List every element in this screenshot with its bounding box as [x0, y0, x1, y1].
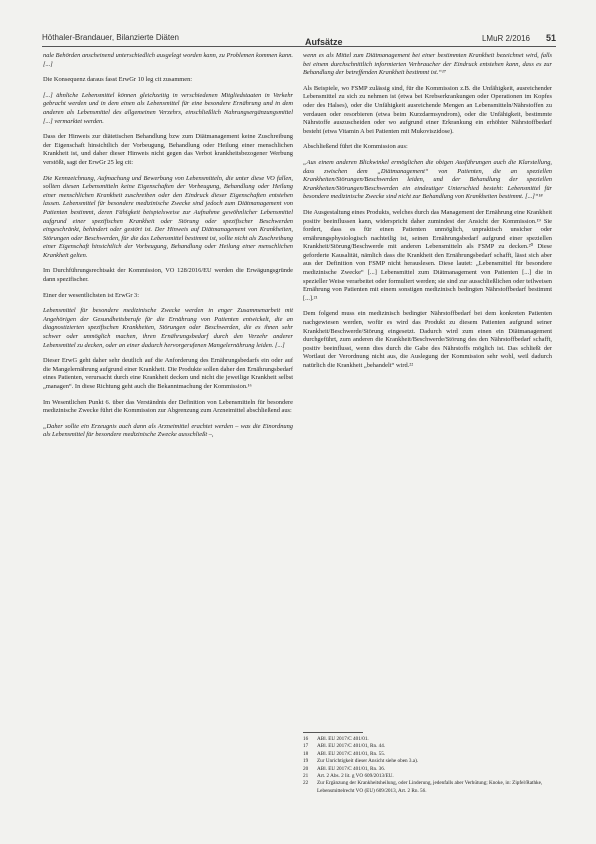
paragraph: Im Wesentlichen Punkt 6. über das Verständnis der Definition von Lebensmitteln für besondere medizinische Zwecke führt die Kommission zur Abgrenzung zum Arzneimittel abschließend aus: — [43, 398, 293, 415]
block-quote: nale Behörden anscheinend unterschiedlich ausgelegt worden kann, zu Problemen kommen kann. [...] — [43, 52, 293, 68]
header-rule — [42, 46, 556, 47]
paragraph: Abschließend führt die Kommission aus: — [303, 143, 408, 151]
right-column — [303, 52, 552, 378]
left-column — [43, 52, 293, 447]
footnote — [303, 766, 552, 773]
footnote-text: ABl. EU 2017/C 401/01, Rn. 44. — [317, 743, 386, 750]
header-journal-name: LMuR 2/2016 — [481, 34, 530, 43]
block-quote: „Daher sollte ein Erzeugnis auch dann als Arzneimittel erachtet werden – was die Einordnung als Lebensmittel für besondere medizinische Zwecke ausschließt –, — [43, 422, 293, 439]
block-quote: Die Kennzeichnung, Aufmachung und Bewerbung von Lebensmitteln, die unter diese VO fallen, sollten diesen Lebensmitteln keine Eigenschaften der Vorbeugung, Behandlung oder Heilung einer menschlichen Krankheit zuschreiben oder den Eindruck dieser Eigenschaften entstehen lassen. Lebensmittel für besondere medizinische Zwecke sind jedoch zum Diätmanagement von Patienten bestimmt, deren Fähigkeit beispielsweise zur Aufnahme gewöhnlicher Lebensmittel aufgrund einer spezifischen Krankheit oder Störung oder spezifischer Beschwerden eingeschränkt, behindert oder gestört ist. Der Hinweis auf Diätmanagement von Krankheiten, Störungen oder Beschwerden, für die das Lebensmittel bestimmt ist, sollte nicht als Zuschreibung einer Eigenschaft hinsichtlich der Vorbeugung, Behandlung oder Heilung einer menschlichen Krankheit gelten. — [43, 174, 293, 259]
footnote-text: ABl. EU 2017/C 401/01. — [317, 736, 369, 742]
footnote — [303, 743, 552, 750]
footnote-number: 18 — [303, 750, 309, 757]
footnote-number: 21 — [303, 773, 309, 780]
paragraph: Als Beispiele, wo FSMP zulässig sind, für die Kommission z.B. die Unfähigkeit, ausreichender Lebensmittel zu sich zu nehmen ist (etwa bei Krebserkrankungen oder Operationen im Kopfes oder des Halses), oder die Unfähigkeit ausreichende Mengen an Lebensmitteln/Nährstoffen zu verdauen oder resorbieren (etwa beim Kurzdarmsyndrom), oder die Unfähigkeit, bestimmte Nährstoffe auszuscheiden oder wo aufgrund einer Erkrankung ein erhöhter Nährstoffbedarf besteht (etwa Vitamin A bei Patienten mit Mukoviszidose). — [303, 84, 552, 135]
footnote-text: Art. 2 Abs. 2 lit. g VO 609/2013/EU. — [317, 773, 394, 780]
paragraph: Dieser ErwG geht daher sehr deutlich auf die Anforderung des Ernährungsbedarfs ein oder auf die Mangelernährung aufgrund einer Krankheit. Die Produkte sollen daher den Ernährungsbedarf eines Patienten, verursacht durch eine Krankheit decken und nicht die jeweilige Krankheit selbst „managen“. In diese Richtung geht auch die Bekanntmachung der Kommission.¹⁶ — [43, 357, 293, 390]
footnote — [303, 780, 552, 795]
footnote-text: Zur Ergänzung der Krankheitsheilung, oder Linderung, jedenfalls aber Verhütung; Knoke, in: Zipfel/Rathke, Lebensmittelrecht VO (EU) 609/2013, Art. 2 Rn. 56. — [317, 780, 543, 794]
paragraph: Die Konsequenz daraus fasst ErwGr 10 leg cit zusammen: — [43, 76, 193, 84]
block-quote: [...] ähnliche Lebensmittel können gleichzeitig in verschiedenen Mitgliedstaaten in Verkehr gebracht werden und in dem einen als Lebensmittel für eine besondere Ernährung und in dem anderen als Lebensmittel des allgemeinen Verzehrs, einschließlich Nahrungsergänzungsmittel [...] vermarktet werden. — [43, 91, 293, 125]
page-number: 51 — [545, 33, 556, 43]
paragraph: Dass der Hinweis zur diätetischen Behandlung bzw zum Diätmanagement keine Zuschreibung der Eigenschaft hinsichtlich der Vorbeugung, Behandlung oder Heilung einer menschlichen Krankheit ist, und daher dieser Hinweis nicht gegen das Verbot krankheitsbezogener Werbung verstößt, sagt der ErwGr 25 leg cit: — [43, 133, 293, 166]
paragraph: Die Ausgestaltung eines Produkts, welches durch das Management der Ernährung eine Krankheit positiv beeinflussen kann, widerspricht daher zumindest der Ansicht der Kommission.¹⁹ Sie fordert, dass es für einen Patienten unmöglich, unpraktisch unsicher oder ernährungsphysiologisch nachteilig ist, seinen Ernährungsbedarf aufgrund einer speziellen Krankheit/Störung/Beschwerde mit anderen Lebensmitteln als FSMP zu decken.²⁰ Diese geforderte Kausalität, nämlich dass die Krankheit den Ernährungsbedarf schafft, lässt sich aber aus der Definition von FSMP nicht herauslesen. Diese lautet: „Lebensmittel für besondere medizinische Zwecke“ [...] Lebensmittel zum Diätmanagement von Patienten [...] die in spezieller Weise verarbeitet oder formuliert werden; sie sind zur ausschließlichen oder teilweisen Ernährung von Patienten mit einem sonstigen medizinisch bedingten Nährstoffbedarf bestimmt [...].²¹ — [303, 208, 552, 302]
block-quote: „Aus einem anderen Blickwinkel ermöglichen die obigen Ausführungen auch die Klarstellung, dass zwischen dem „Diätmanagement“ von Patienten, die an speziellen Krankheiten/Störungen/Beschwerden leiden, und der Behandlung der speziellen Krankheiten/Störungen/Beschwerden ein eindeutiger Unterschied besteht: Lebensmittel für besondere medizinische Zwecke sind nicht zur Behandlung von Krankheiten bestimmt. [...]“¹⁸ — [303, 158, 552, 201]
footnote-number: 19 — [303, 758, 309, 765]
block-quote: wenn es als Mittel zum Diätmanagement bei einer bestimmten Krankheit bezeichnet wird, falls bei einem durchschnittlich informierten Verbraucher der Eindruck entstehen kann, dass es zur Behandlung der betreffenden Krankheit bestimmt ist.“¹⁷ — [303, 52, 552, 77]
block-quote: Lebensmittel für besondere medizinische Zwecke werden in enger Zusammenarbeit mit Angehörigen der Gesundheitsberufe für die Ernährung von Patienten entwickelt, die an diagnostizierten spezifischen Krankheiten, Störungen oder Beschwerden, die es ihnen sehr schwer oder unmöglich machen, ihren Ernährungsbedarf durch den Verzehr anderer Lebensmittel zu decken, oder an einer dadurch hervorgerufenen Mangelernährung leiden. [...] — [43, 307, 293, 349]
footnote-number: 16 — [303, 736, 309, 742]
paragraph: Einer der wesentlichsten ist ErwGr 3: — [43, 291, 140, 299]
header-section: Aufsätze — [305, 37, 343, 47]
footnote-text: ABl. EU 2017/C 401/01, Rn. 55. — [317, 750, 386, 757]
header-journal — [482, 33, 556, 43]
running-header — [42, 31, 556, 45]
footnote — [303, 758, 552, 765]
header-authors: Höthaler-Brandauer, Bilanzierte Diäten — [42, 33, 179, 42]
footnotes — [303, 732, 552, 795]
footnote-number: 20 — [303, 765, 309, 772]
footnote-separator — [303, 732, 363, 733]
footnote — [303, 736, 552, 743]
footnote-text: ABl. EU 2017/C 401/01, Rn. 36. — [317, 765, 386, 772]
footnote-text: Zur Unrichtigkeit dieser Ansicht siehe oben 3.a). — [317, 758, 419, 765]
paragraph: Dem folgend muss ein medizinisch bedingter Nährstoffbedarf bei dem konkreten Patienten nachgewiesen werden, wofür es wird das Produkt zu diesem Patienten aufgrund seiner Krankheit/Beschwerde/Störung eingesetzt. Dadurch wird zum einen ein Diätmanagement durchgeführt, zum anderen die Krankheit/Beschwerde/Störung des den Nährstoffbedarf schafft, positiv beeinflusst, wenn dies durch die Gabe des Nährstoffs möglich ist. Das schließt der Wortlaut der Verordnung nicht aus, die Auslegung der Kommission sehr wohl, weil dadurch natürlich die Krankheit „behandelt“ wird.²² — [303, 310, 552, 369]
paragraph: Im Durchführungsrechtsakt der Kommission, VO 128/2016/EU werden die Erwägungsgründe dann spezifischer. — [43, 267, 293, 284]
footnote-number: 22 — [303, 780, 309, 787]
footnote-number: 17 — [303, 743, 309, 750]
